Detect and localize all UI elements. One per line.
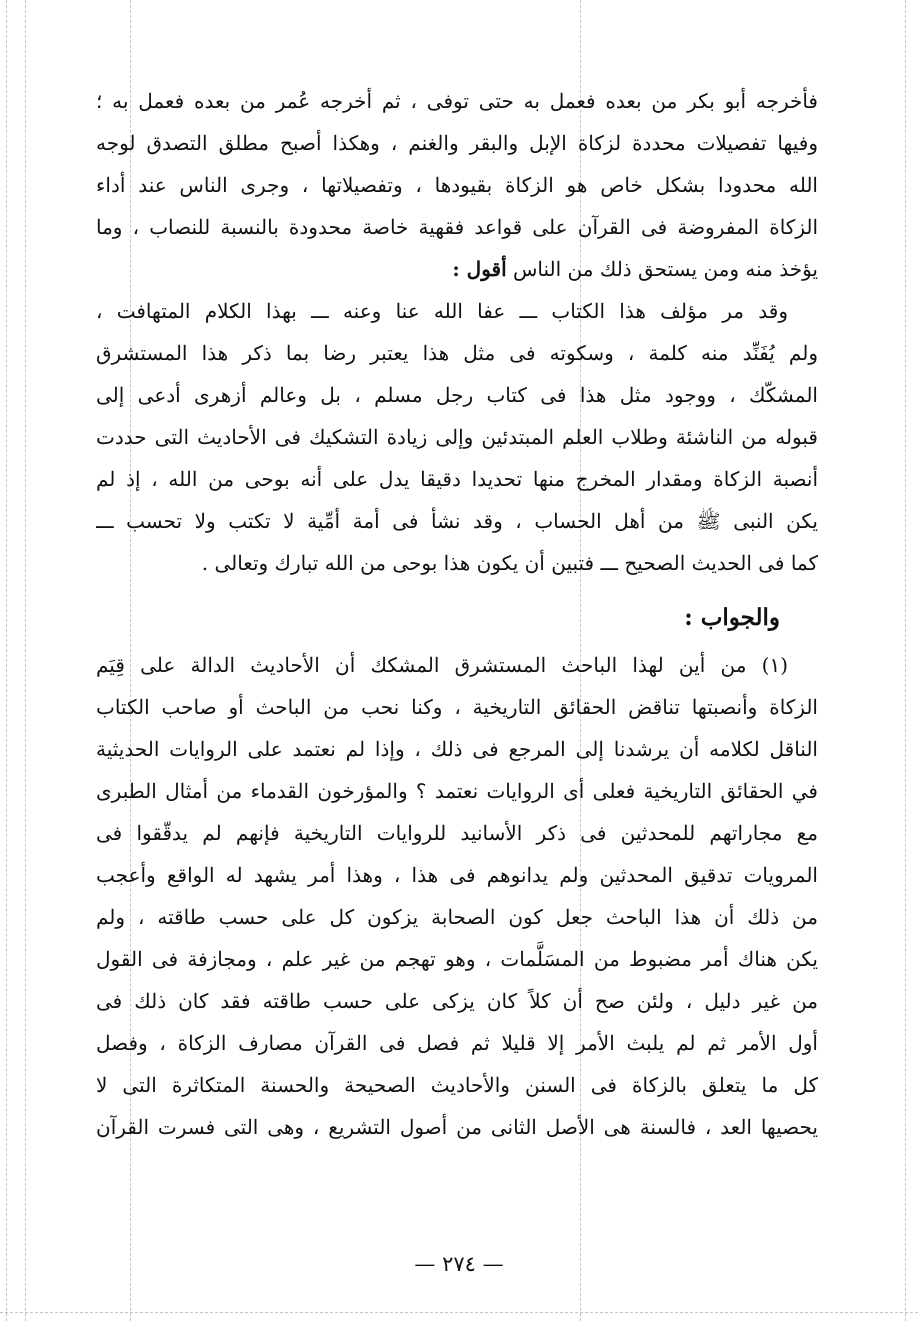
guide-line [0,1312,918,1313]
text-line: أنصبة الزكاة ومقدار المخرج منها تحديدا دقيقا يدل على أنه بوحى من الله ، إذ لم [96,467,818,491]
text-line: أول الأمر ثم لم يلبث الأمر إلا قليلا ثم فصل فى القرآن مصارف الزكاة ، وفصل [96,1031,818,1055]
text-line: يكن النبى ﷺ من أهل الحساب ، وقد نشأ فى أمة أمِّية لا تكتب ولا تحسب ـــ [96,509,818,533]
text-line: كل ما يتعلق بالزكاة فى السنن والأحاديث الصحيحة والحسنة المتكاثرة التى لا [96,1073,818,1097]
text-line: يكن هناك أمر مضبوط من المسَلَّمات ، وهو تهجم من غير علم ، ومجازفة فى القول [96,947,818,971]
text-line: المرويات تدقيق المحدثين ولم يدانوهم فى هذا ، وهذا أمر يشهد له الواقع وأعجب [96,863,818,887]
text-line: الله محدودا بشكل خاص هو الزكاة بقيودها ، وتفصيلاتها ، وجرى الناس عند أداء [96,173,818,197]
emphasis-text: أقول : [452,257,507,281]
text-line: فأخرجه أبو بكر من بعده فعمل به حتى توفى ، ثم أخرجه عُمر من بعده فعمل به ؛ [96,89,818,113]
text-line: في الحقائق التاريخية فعلى أى الروايات نعتمد ؟ والمؤرخون القدماء من أمثال الطبرى [96,779,818,803]
text-line: وقد مر مؤلف هذا الكتاب ـــ عفا الله عنا وعنه ـــ بهذا الكلام المتهافت ، [96,299,788,323]
text-line: مع مجاراتهم للمحدثين فى ذكر الأسانيد للروايات التاريخية فإنهم لم يدقّقوا فى [96,821,818,845]
text-line: قبوله من الناشئة وطلاب العلم المبتدئين وإلى زيادة التشكيك فى الأحاديث التى حددت [96,425,818,449]
text-line: من غير دليل ، ولئن صح أن كلاً كان يزكى على حسب طاقته فقد كان ذلك فى [96,989,818,1013]
text-line: المشكّك ، ووجود مثل هذا فى كتاب رجل مسلم ، بل وعالم أزهرى أدعى إلى [96,383,818,407]
paragraph-1 [96,80,818,290]
section-heading: والجواب : [684,604,780,631]
guide-line [25,0,26,1321]
text-line: الزكاة وأنصبتها تناقض الحقائق التاريخية ، وكنا نحب من الباحث أو صاحب الكتاب [96,695,818,719]
text-line: يحصيها العد ، فالسنة هى الأصل الثانى من أصول التشريع ، وهى التى فسرت القرآن [96,1115,818,1139]
text-run: يؤخذ منه ومن يستحق ذلك من الناس [513,257,818,281]
guide-line [6,0,7,1321]
paragraph-2 [96,290,818,584]
document-page [96,80,818,1148]
text-line: (١) من أين لهذا الباحث المستشرق المشكك أن الأحاديث الدالة على قِيَم [96,653,788,677]
text-line: من ذلك أن هذا الباحث جعل كون الصحابة يزكون كل على حسب طاقته ، ولم [96,905,818,929]
guide-line [905,0,906,1321]
text-line [96,248,818,290]
text-line: وفيها تفصيلات محددة لزكاة الإبل والبقر والغنم ، وهكذا أصبح مطلق التصدق لوجه [96,131,818,155]
text-line: ولم يُفَنِّد منه كلمة ، وسكوته فى مثل هذا يعتبر رضا بما ذكر هذا المستشرق [96,341,818,365]
paragraph-3 [96,644,818,1148]
text-line: كما فى الحديث الصحيح ـــ فتبين أن يكون هذا بوحى من الله تبارك وتعالى . [201,551,818,575]
text-line: الزكاة المفروضة فى القرآن على قواعد فقهية خاصة محدودة بالنسبة للنصاب ، وما [96,215,818,239]
text-line: الناقل لكلامه أن يرشدنا إلى المرجع فى ذلك ، وإذا لم نعتمد على الروايات الحديثية [96,737,818,761]
page-number: — ٢٧٤ — [414,1252,504,1276]
